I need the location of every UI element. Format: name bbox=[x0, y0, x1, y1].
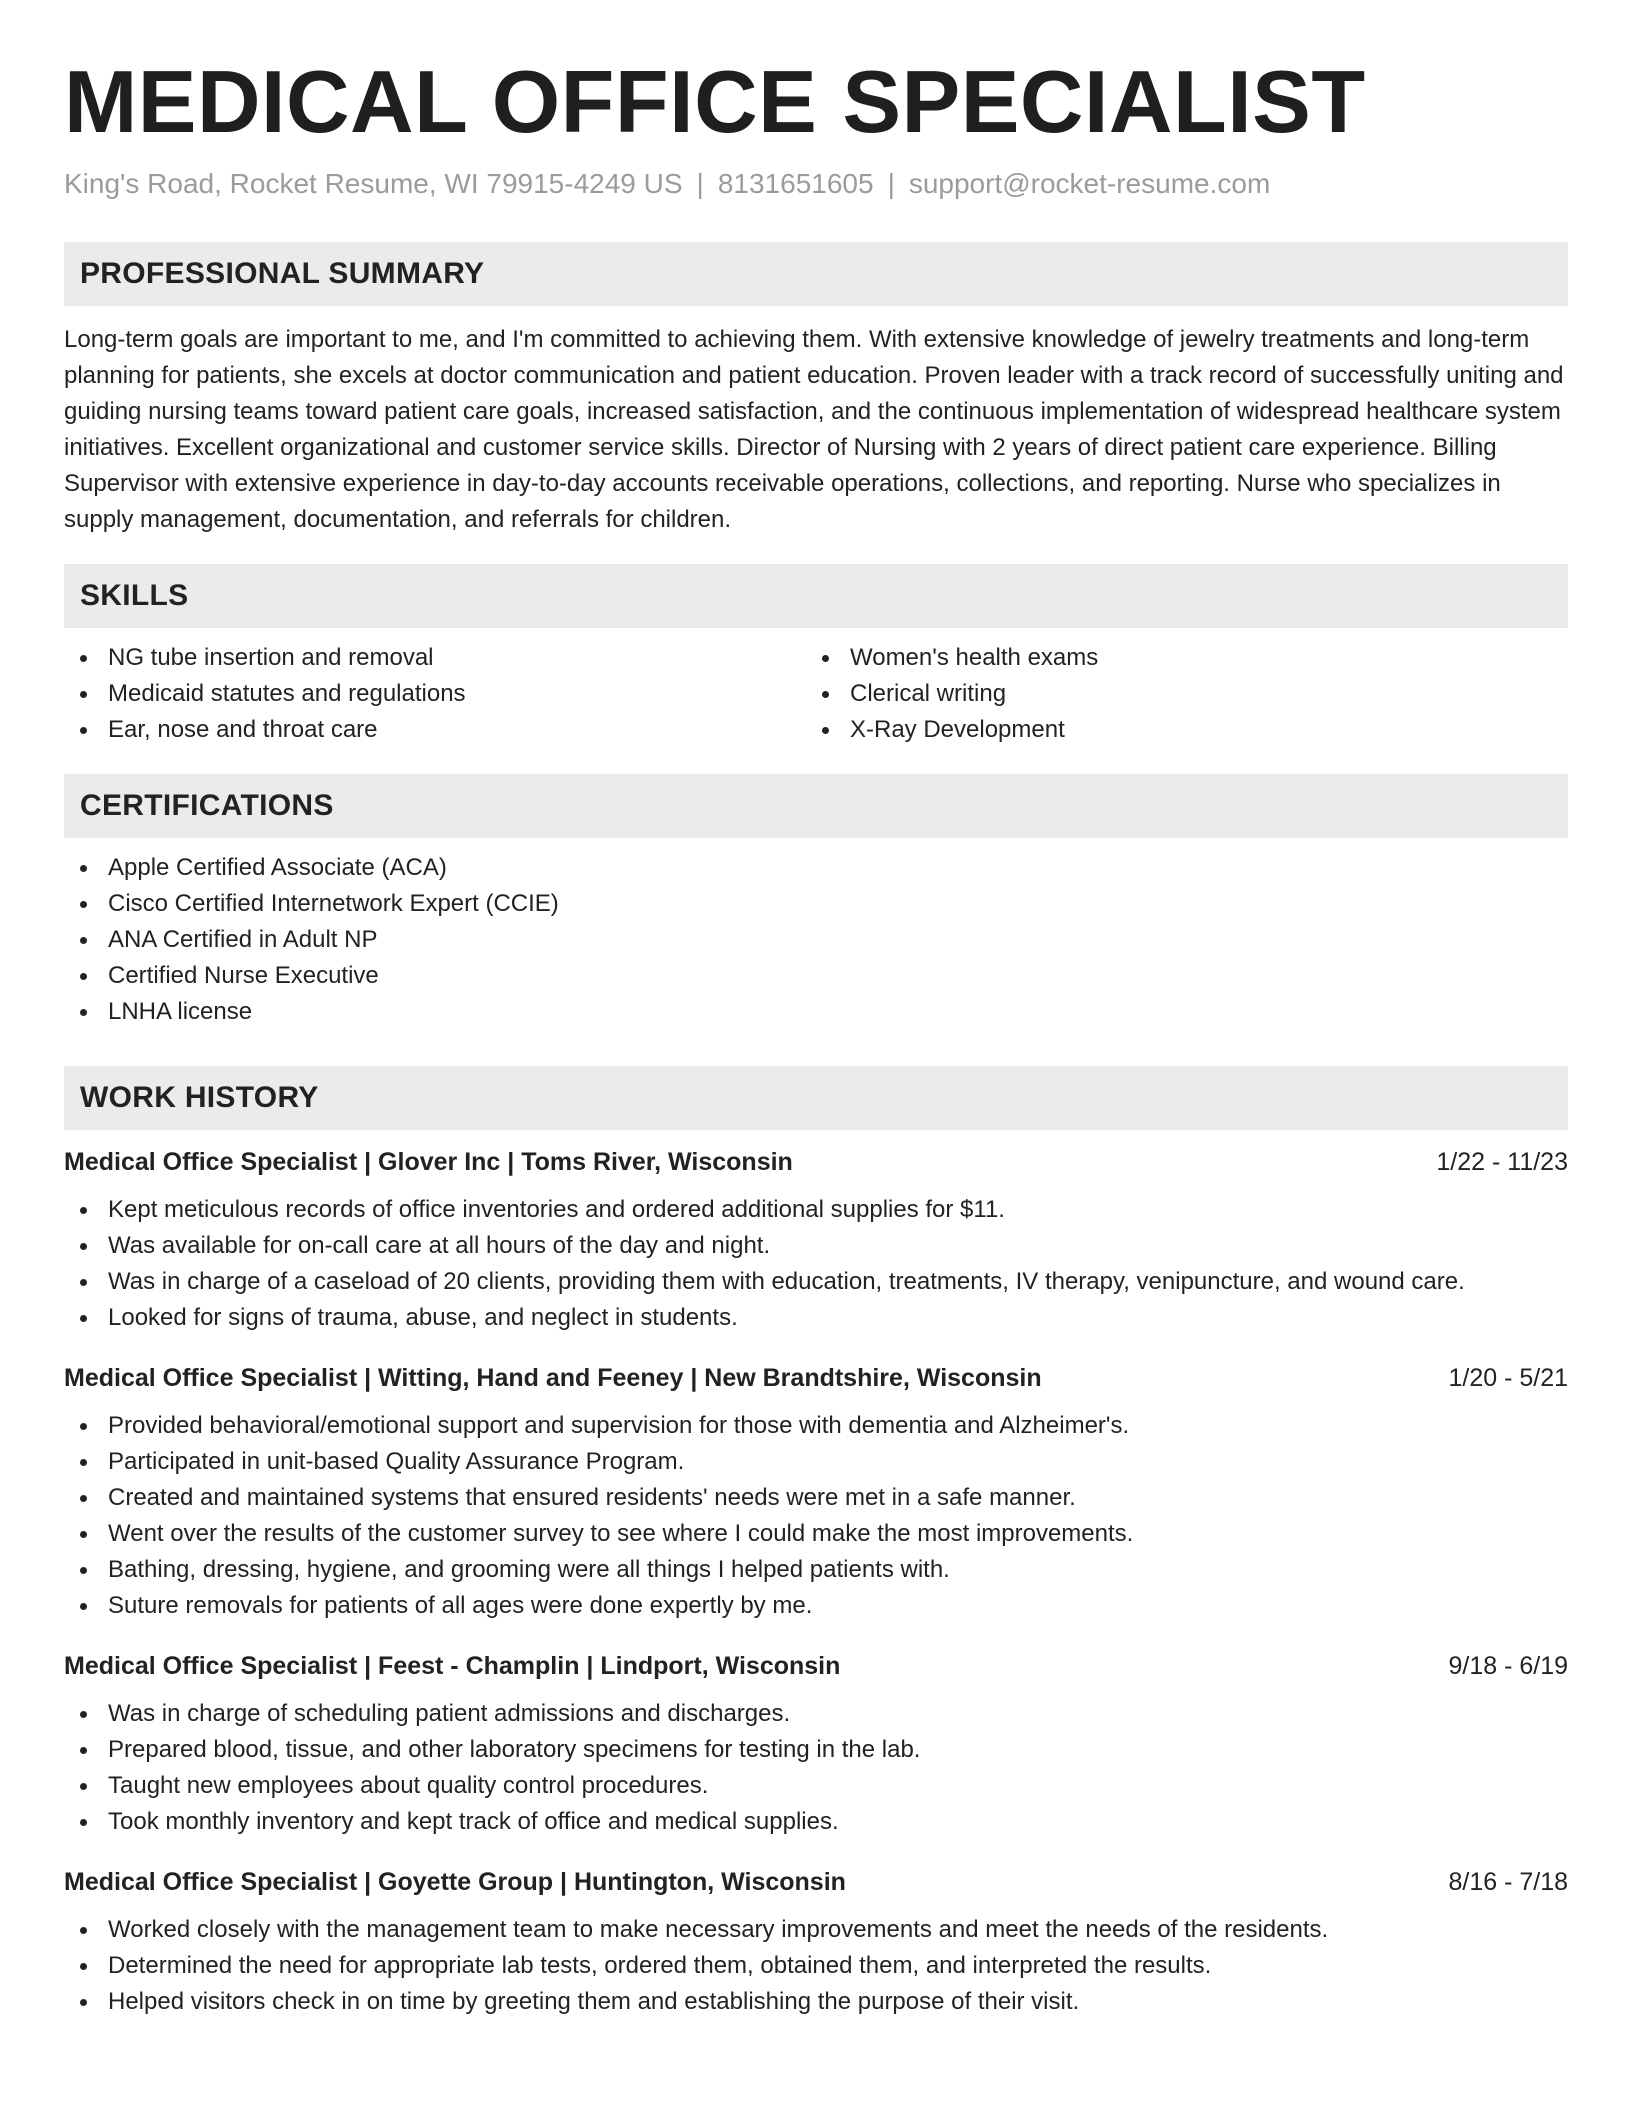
job-bullet-text: Kept meticulous records of office inventories and ordered additional supplies for $11. bbox=[108, 1196, 1005, 1223]
job-entry bbox=[64, 1360, 1568, 1624]
summary-section bbox=[64, 242, 1568, 538]
contact-address: King's Road, Rocket Resume, WI 79915-4249 US bbox=[64, 168, 683, 199]
bullet-icon bbox=[822, 655, 829, 662]
bullet-icon bbox=[80, 1423, 87, 1430]
job-bullet-text: Looked for signs of trauma, abuse, and neglect in students. bbox=[108, 1304, 738, 1331]
job-bullet bbox=[64, 1588, 1568, 1624]
certification-text: LNHA license bbox=[108, 998, 253, 1025]
bullet-icon bbox=[80, 1747, 87, 1754]
job-bullet-text: Was available for on-call care at all hours of the day and night. bbox=[108, 1232, 771, 1259]
job-bullet bbox=[64, 1264, 1568, 1300]
bullet-icon bbox=[80, 1315, 87, 1322]
certification-item bbox=[64, 922, 1568, 958]
contact-separator: | bbox=[887, 168, 895, 199]
job-bullet bbox=[64, 1228, 1568, 1264]
bullet-icon bbox=[80, 691, 87, 698]
skill-item bbox=[64, 676, 806, 712]
skill-item bbox=[806, 640, 1548, 676]
job-heading: Medical Office Specialist | Goyette Group | Huntington, Wisconsin bbox=[64, 1868, 846, 1896]
job-bullet-text: Taught new employees about quality control procedures. bbox=[108, 1772, 709, 1799]
job-dates: 8/16 - 7/18 bbox=[1448, 1868, 1568, 1896]
skill-text: X-Ray Development bbox=[850, 716, 1065, 743]
job-bullet bbox=[64, 1696, 1568, 1732]
bullet-icon bbox=[80, 727, 87, 734]
skills-grid bbox=[64, 628, 1568, 748]
job-bullet bbox=[64, 1480, 1568, 1516]
job-bullets bbox=[64, 1912, 1568, 2020]
skills-list-right bbox=[806, 640, 1548, 748]
job-bullet-text: Took monthly inventory and kept track of office and medical supplies. bbox=[108, 1808, 839, 1835]
job-entry bbox=[64, 1864, 1568, 2020]
bullet-icon bbox=[80, 973, 87, 980]
skills-list-left bbox=[64, 640, 806, 748]
certification-item bbox=[64, 994, 1568, 1030]
skill-text: Clerical writing bbox=[850, 680, 1007, 707]
bullet-icon bbox=[80, 1999, 87, 2006]
bullet-icon bbox=[80, 1207, 87, 1214]
job-heading: Medical Office Specialist | Feest - Champlin | Lindport, Wisconsin bbox=[64, 1652, 841, 1680]
skill-item bbox=[64, 640, 806, 676]
job-dates: 1/22 - 11/23 bbox=[1436, 1148, 1568, 1176]
skill-item bbox=[806, 712, 1548, 748]
contact-separator: | bbox=[696, 168, 704, 199]
job-header bbox=[64, 1360, 1568, 1396]
job-bullet-text: Participated in unit-based Quality Assurance Program. bbox=[108, 1448, 685, 1475]
certification-text: Apple Certified Associate (ACA) bbox=[108, 854, 447, 881]
bullet-icon bbox=[822, 727, 829, 734]
contact-email: support@rocket-resume.com bbox=[908, 168, 1271, 199]
skills-column-left bbox=[64, 628, 806, 748]
job-bullets bbox=[64, 1192, 1568, 1336]
certification-text: Cisco Certified Internetwork Expert (CCIE) bbox=[108, 890, 559, 917]
job-bullet-text: Created and maintained systems that ensured residents' needs were met in a safe manner. bbox=[108, 1484, 1076, 1511]
job-bullets bbox=[64, 1696, 1568, 1840]
job-bullets bbox=[64, 1408, 1568, 1624]
contact-phone: 8131651605 bbox=[717, 168, 874, 199]
job-header bbox=[64, 1864, 1568, 1900]
job-bullet bbox=[64, 1984, 1568, 2020]
certification-text: ANA Certified in Adult NP bbox=[108, 926, 378, 953]
job-bullet bbox=[64, 1732, 1568, 1768]
job-bullet-text: Went over the results of the customer survey to see where I could make the most improvements. bbox=[108, 1520, 1134, 1547]
job-bullet bbox=[64, 1192, 1568, 1228]
job-bullet-text: Helped visitors check in on time by greeting them and establishing the purpose of their visit. bbox=[108, 1988, 1080, 2015]
job-dates: 9/18 - 6/19 bbox=[1448, 1652, 1568, 1680]
job-bullet-text: Determined the need for appropriate lab tests, ordered them, obtained them, and interpreted the results. bbox=[108, 1952, 1212, 1979]
bullet-icon bbox=[80, 1603, 87, 1610]
bullet-icon bbox=[80, 1567, 87, 1574]
summary-text: Long-term goals are important to me, and I'm committed to achieving them. With extensive knowledge of jewelry treatments and long-term planning for patients, she excels at doctor communication and patient education. Proven leader with a track record of successfully uniting and guiding nursing teams toward patient care goals, increased satisfaction, and the continuous implementation of widespread healthcare system initiatives. Excellent organizational and customer service skills. Director of Nursing with 2 years of direct patient care experience. Billing Supervisor with extensive experience in day-to-day accounts receivable operations, collections, and reporting. Nurse who specializes in supply management, documentation, and referrals for children. bbox=[64, 326, 1564, 533]
bullet-icon bbox=[80, 655, 87, 662]
job-dates: 1/20 - 5/21 bbox=[1448, 1364, 1568, 1392]
bullet-icon bbox=[80, 901, 87, 908]
certification-item bbox=[64, 850, 1568, 886]
job-bullet bbox=[64, 1768, 1568, 1804]
job-bullet-text: Suture removals for patients of all ages were done expertly by me. bbox=[108, 1592, 813, 1619]
bullet-icon bbox=[80, 865, 87, 872]
bullet-icon bbox=[80, 1711, 87, 1718]
job-bullet-text: Was in charge of a caseload of 20 clients, providing them with education, treatments, IV therapy, venipuncture, and wound care. bbox=[108, 1268, 1465, 1295]
skill-text: NG tube insertion and removal bbox=[108, 644, 434, 671]
certification-item bbox=[64, 958, 1568, 994]
job-bullet-text: Prepared blood, tissue, and other laboratory specimens for testing in the lab. bbox=[108, 1736, 921, 1763]
bullet-icon bbox=[80, 1783, 87, 1790]
bullet-icon bbox=[822, 691, 829, 698]
work-history-section bbox=[64, 1066, 1568, 2020]
job-bullet-text: Worked closely with the management team to make necessary improvements and meet the needs of the residents. bbox=[108, 1916, 1329, 1943]
skill-text: Women's health exams bbox=[850, 644, 1099, 671]
section-header-skills: SKILLS bbox=[64, 564, 1568, 628]
bullet-icon bbox=[80, 1927, 87, 1934]
job-heading: Medical Office Specialist | Glover Inc | Toms River, Wisconsin bbox=[64, 1148, 793, 1176]
job-bullet bbox=[64, 1300, 1568, 1336]
bullet-icon bbox=[80, 1531, 87, 1538]
skill-item bbox=[64, 712, 806, 748]
job-bullet bbox=[64, 1444, 1568, 1480]
job-bullet bbox=[64, 1948, 1568, 1984]
job-heading: Medical Office Specialist | Witting, Hand and Feeney | New Brandtshire, Wisconsin bbox=[64, 1364, 1042, 1392]
skill-text: Medicaid statutes and regulations bbox=[108, 680, 466, 707]
job-bullet-text: Bathing, dressing, hygiene, and grooming were all things I helped patients with. bbox=[108, 1556, 950, 1583]
skills-column-right bbox=[806, 628, 1548, 748]
job-entry bbox=[64, 1144, 1568, 1336]
job-bullet bbox=[64, 1912, 1568, 1948]
candidate-name: MEDICAL OFFICE SPECIALIST bbox=[64, 52, 1366, 151]
job-entry bbox=[64, 1648, 1568, 1840]
job-bullet bbox=[64, 1804, 1568, 1840]
certification-item bbox=[64, 886, 1568, 922]
bullet-icon bbox=[80, 1009, 87, 1016]
bullet-icon bbox=[80, 1819, 87, 1826]
resume-page bbox=[64, 0, 1568, 2020]
bullet-icon bbox=[80, 1279, 87, 1286]
bullet-icon bbox=[80, 1459, 87, 1466]
skills-section bbox=[64, 564, 1568, 748]
bullet-icon bbox=[80, 1495, 87, 1502]
job-bullet-text: Was in charge of scheduling patient admissions and discharges. bbox=[108, 1700, 791, 1727]
skill-item bbox=[806, 676, 1548, 712]
certifications-list bbox=[64, 850, 1568, 1030]
bullet-icon bbox=[80, 1963, 87, 1970]
section-header-work-history: WORK HISTORY bbox=[64, 1066, 1568, 1130]
job-header bbox=[64, 1144, 1568, 1180]
job-bullet-text: Provided behavioral/emotional support and supervision for those with dementia and Alzheimer's. bbox=[108, 1412, 1130, 1439]
section-header-summary: PROFESSIONAL SUMMARY bbox=[64, 242, 1568, 306]
bullet-icon bbox=[80, 937, 87, 944]
skill-text: Ear, nose and throat care bbox=[108, 716, 378, 743]
contact-line bbox=[64, 164, 1568, 204]
section-header-certifications: CERTIFICATIONS bbox=[64, 774, 1568, 838]
job-bullet bbox=[64, 1552, 1568, 1588]
certifications-section bbox=[64, 774, 1568, 1030]
job-bullet bbox=[64, 1408, 1568, 1444]
job-header bbox=[64, 1648, 1568, 1684]
bullet-icon bbox=[80, 1243, 87, 1250]
certification-text: Certified Nurse Executive bbox=[108, 962, 379, 989]
job-bullet bbox=[64, 1516, 1568, 1552]
